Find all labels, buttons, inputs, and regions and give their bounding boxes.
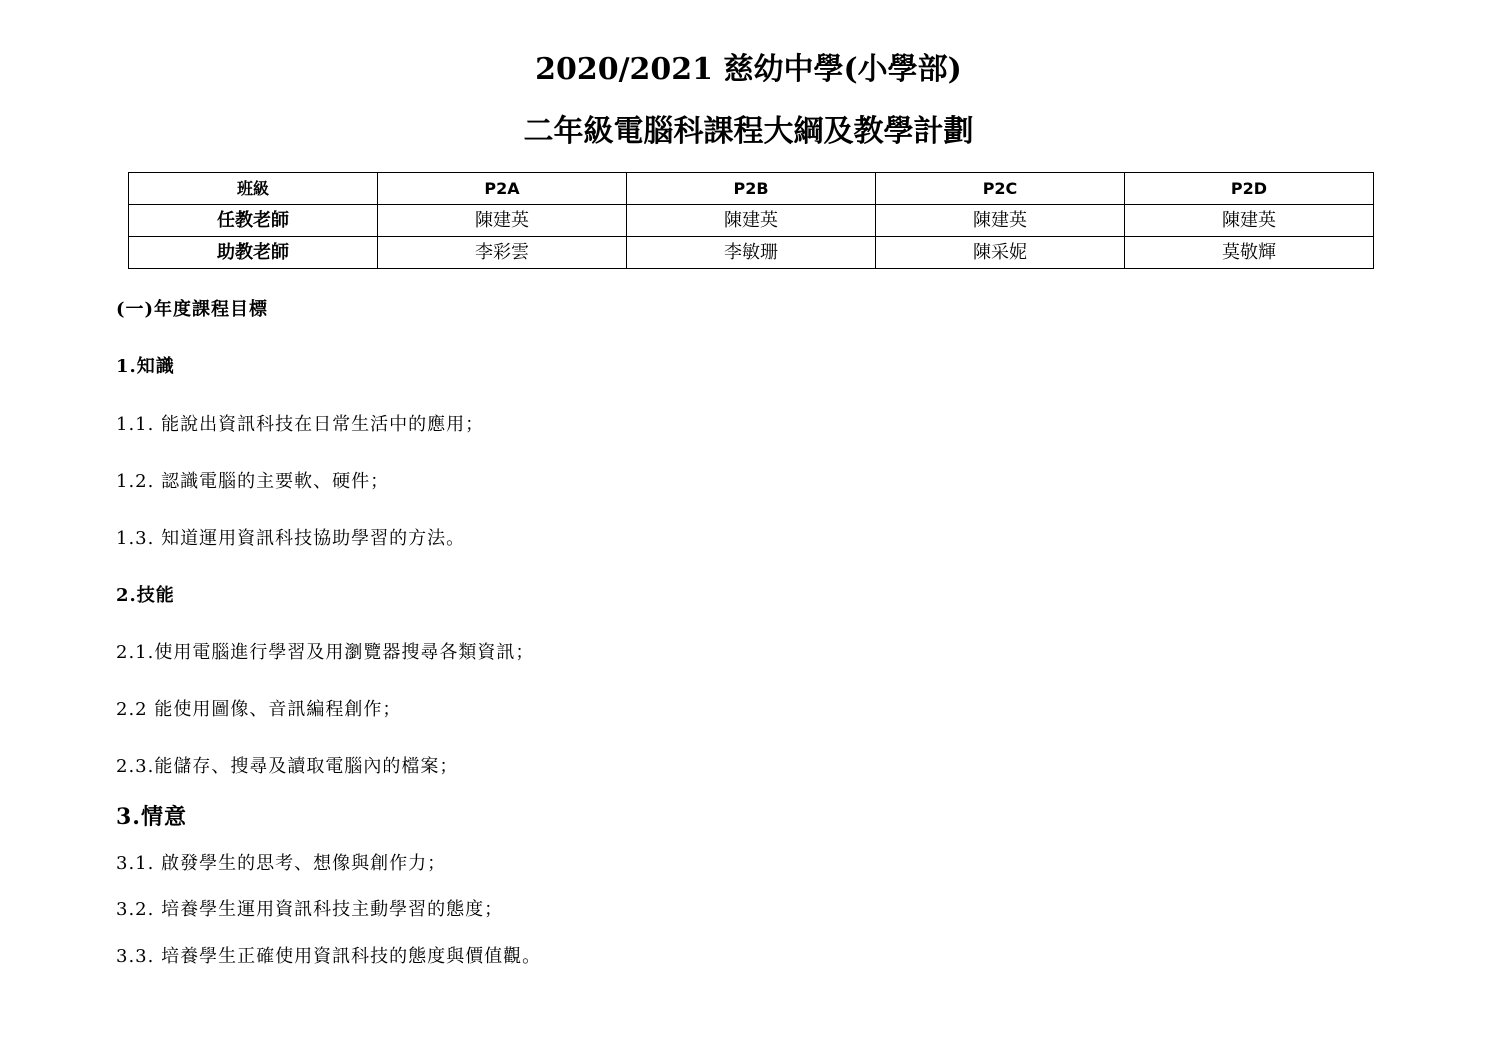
section-title-knowledge: 1.知識 [116, 356, 175, 377]
list-item: 3.2. 培養學生運用資訊科技主動學習的態度； [116, 899, 504, 920]
page-subtitle: 二年級電腦科課程大綱及教學計劃 [523, 114, 974, 149]
page-title: 2020/2021 慈幼中學(小學部) [535, 52, 962, 87]
list-item: 1.1. 能說出資訊科技在日常生活中的應用； [116, 414, 485, 435]
column-header: P2D [1125, 173, 1374, 205]
table-cell: 陳建英 [378, 205, 627, 237]
table-header-row [129, 173, 1374, 205]
column-header: P2B [627, 173, 876, 205]
list-item: 2.1.使用電腦進行學習及用瀏覽器搜尋各類資訊； [116, 642, 535, 663]
column-header: P2C [876, 173, 1125, 205]
table-cell: 李敏珊 [627, 237, 876, 269]
table-cell: 李彩雲 [378, 237, 627, 269]
list-item: 2.2 能使用圖像、音訊編程創作； [116, 699, 402, 720]
list-item: 2.3.能儲存、搜尋及讀取電腦內的檔案； [116, 756, 459, 777]
table-row [129, 237, 1374, 269]
table-cell: 陳采妮 [876, 237, 1125, 269]
class-teacher-table [128, 172, 1374, 269]
list-item: 3.3. 培養學生正確使用資訊科技的態度與價值觀。 [116, 946, 542, 967]
table-cell: 陳建英 [876, 205, 1125, 237]
column-header: P2A [378, 173, 627, 205]
column-header: 班級 [129, 173, 378, 205]
table-row [129, 205, 1374, 237]
list-item: 1.2. 認識電腦的主要軟、硬件； [116, 471, 390, 492]
table-cell: 陳建英 [627, 205, 876, 237]
objectives-heading: (一)年度課程目標 [116, 299, 269, 320]
row-label: 助教老師 [129, 237, 378, 269]
section-title-attitude: 3.情意 [116, 804, 187, 830]
row-label: 任教老師 [129, 205, 378, 237]
list-item: 1.3. 知道運用資訊科技協助學習的方法。 [116, 528, 466, 549]
list-item: 3.1. 啟發學生的思考、想像與創作力； [116, 853, 447, 874]
section-title-skills: 2.技能 [116, 585, 175, 606]
table-cell: 陳建英 [1125, 205, 1374, 237]
table-cell: 莫敬輝 [1125, 237, 1374, 269]
